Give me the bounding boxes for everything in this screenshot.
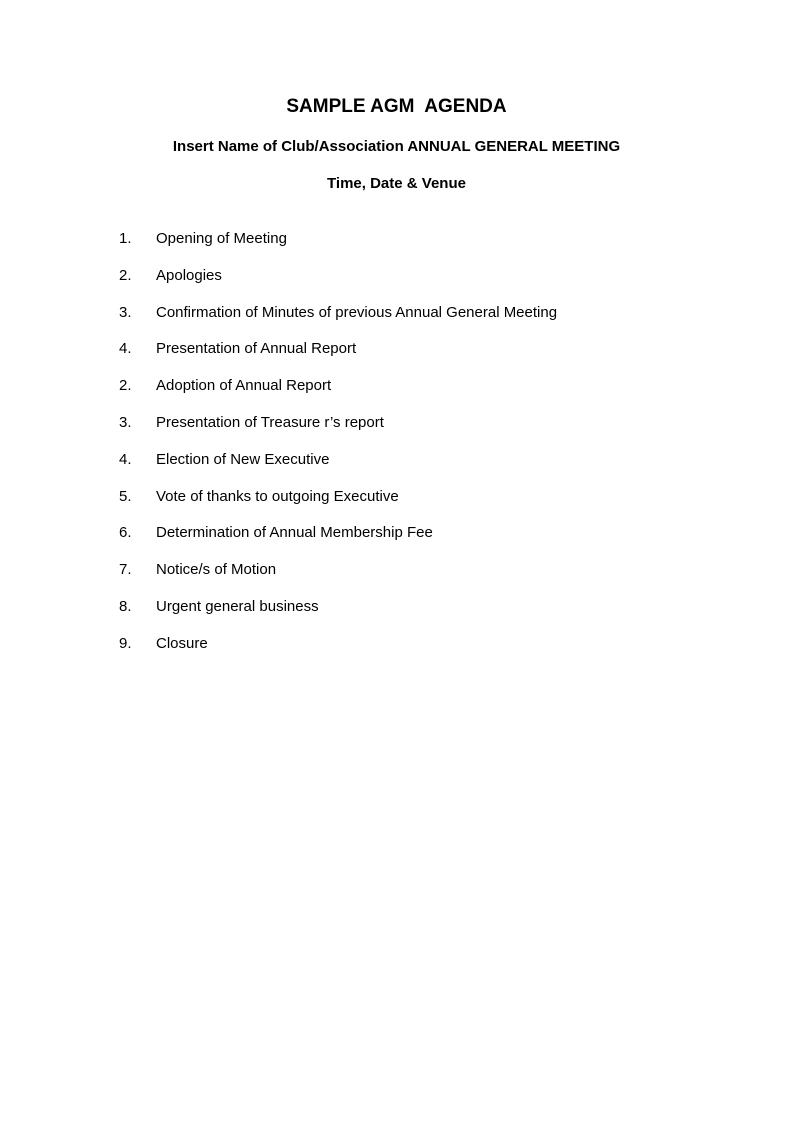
agenda-item — [0, 488, 793, 525]
agenda-item — [0, 230, 793, 267]
meeting-subtitle: Insert Name of Club/Association ANNUAL GENERAL MEETING — [172, 138, 621, 155]
agenda-list — [0, 230, 793, 672]
agenda-item — [0, 267, 793, 304]
agenda-item-number: 9. — [119, 634, 132, 652]
agenda-item-text: Urgent general business — [156, 597, 319, 615]
agenda-item-text: Determination of Annual Membership Fee — [156, 524, 433, 542]
agenda-item-number: 4. — [119, 450, 132, 468]
agenda-item-text: Notice/s of Motion — [156, 561, 277, 579]
agenda-item-text: Adoption of Annual Report — [156, 377, 332, 395]
agenda-item-text: Opening of Meeting — [156, 230, 287, 247]
agenda-item-number: 8. — [119, 597, 132, 615]
agenda-item-number: 2. — [119, 266, 132, 284]
agenda-item — [0, 414, 793, 451]
agenda-item-text: Apologies — [156, 266, 222, 284]
agenda-item-text: Presentation of Treasure r’s report — [156, 413, 384, 431]
agenda-item-number: 5. — [119, 487, 132, 505]
agenda-item-number: 6. — [119, 524, 132, 542]
agenda-item — [0, 561, 793, 598]
agenda-item — [0, 340, 793, 377]
agenda-item-number: 7. — [119, 561, 132, 579]
agenda-item-text: Presentation of Annual Report — [156, 340, 357, 358]
time-date-venue: Time, Date & Venue — [327, 175, 466, 192]
agenda-item-number: 2. — [119, 377, 132, 395]
agenda-item-number: 3. — [119, 303, 132, 321]
agenda-item — [0, 635, 793, 672]
agenda-item — [0, 377, 793, 414]
agenda-item — [0, 598, 793, 635]
agenda-item-number: 1. — [119, 230, 132, 247]
agenda-item-number: 3. — [119, 413, 132, 431]
agenda-item-text: Confirmation of Minutes of previous Annual General Meeting — [156, 303, 558, 321]
agenda-item-text: Closure — [156, 634, 208, 652]
agenda-item — [0, 304, 793, 341]
agenda-item — [0, 451, 793, 488]
agenda-item-number: 4. — [119, 340, 132, 358]
agenda-item-text: Election of New Executive — [156, 450, 330, 468]
agenda-item — [0, 524, 793, 561]
agenda-item-text: Vote of thanks to outgoing Executive — [156, 487, 399, 505]
page-title: SAMPLE AGM AGENDA — [286, 96, 507, 117]
